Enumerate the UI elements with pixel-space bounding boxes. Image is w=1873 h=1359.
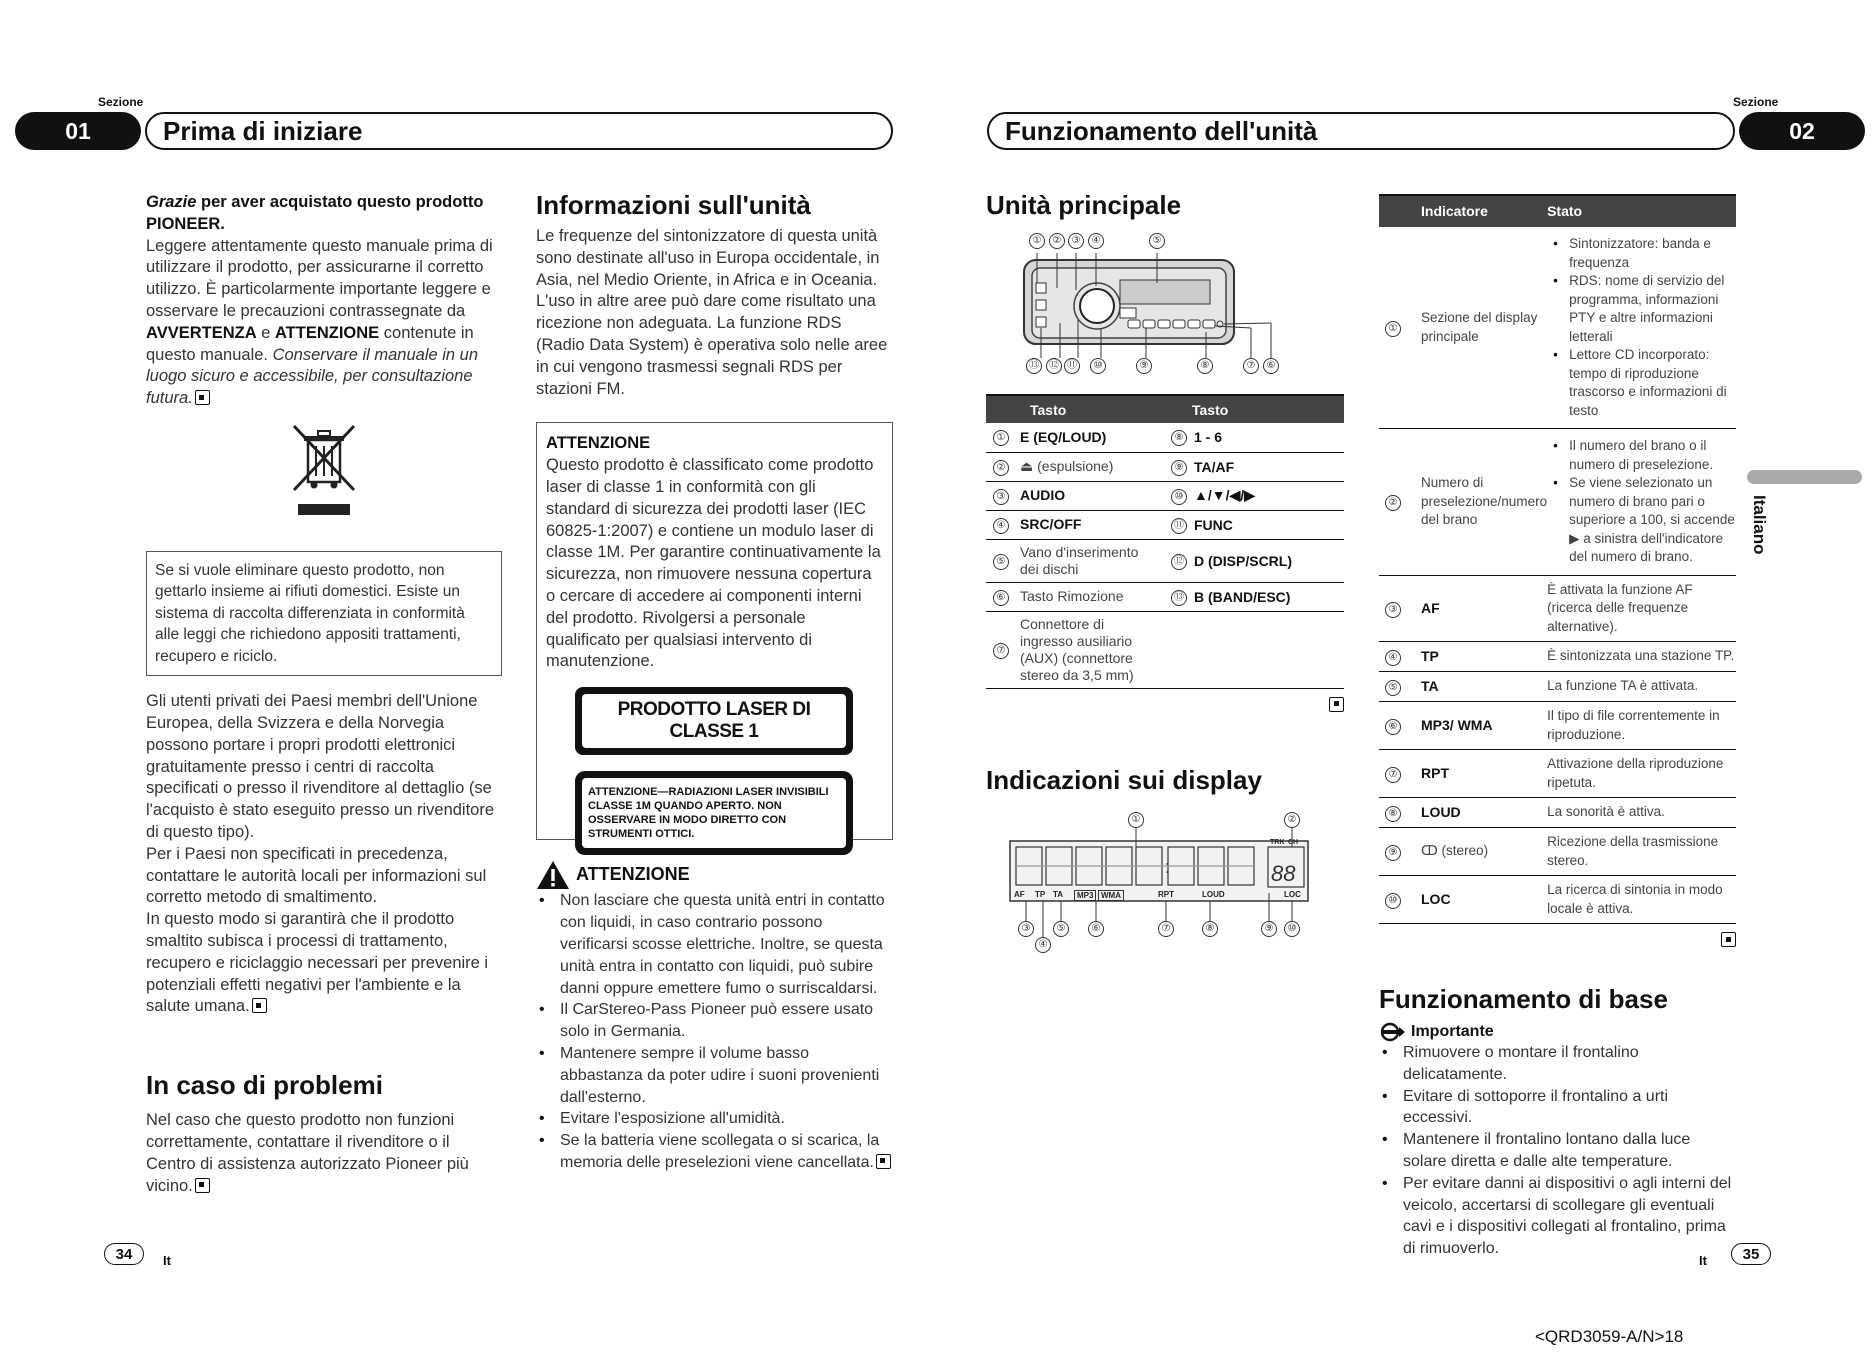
keys-row — [986, 481, 1344, 510]
indicator-callout: ⑧ — [1385, 806, 1401, 822]
eu-paragraph-3: In questo modo si garantirà che il prodotto smaltito subisca i processi di trattamento, recupero e riciclaggio necessari per prevenire i potenziali effetti negativi per l'ambiente e la salute umana. — [146, 910, 489, 1016]
display-label-trk: TRK — [1270, 838, 1285, 846]
laser-class-label — [575, 687, 853, 755]
indicator-row — [1379, 575, 1736, 642]
key-number — [1164, 423, 1194, 452]
indicator-status: Attivazione della riproduzione ripetuta. — [1547, 750, 1736, 798]
problems-title: In caso di problemi — [146, 1070, 383, 1101]
indicator-callout: ② — [1385, 495, 1401, 511]
svg-text::: : — [1165, 856, 1171, 877]
indicator-row — [1379, 828, 1736, 876]
eu-text — [146, 691, 502, 1018]
eu-paragraph-1: Gli utenti privati dei Paesi membri dell'Unione Europea, della Svizzera e della Norvegia possono portare i propri prodotti elettronici gratuitamente presso i centri di raccolta specificati o presso il rivenditore al dettaglio (se l'acquisto è stato eseguito presso un rivenditore di questo tipo). — [146, 692, 495, 842]
key-callout: ③ — [993, 489, 1009, 505]
basic-item: • Per evitare danni ai dispositivi o agli interni del veicolo, accertarsi di scollegare gli eventuali cavi e i dispositivi collegati al frontalino, prima di rimuoverlo. — [1379, 1173, 1736, 1260]
indicator-callout: ⑤ — [1385, 680, 1401, 696]
key-name: Connettore di ingresso ausiliario (AUX) (connettore stereo da 3,5 mm) — [1016, 611, 1164, 688]
key-callout: ⑫ — [1171, 554, 1187, 570]
disposal-box — [146, 551, 502, 677]
keys-header: Tasto — [1164, 395, 1344, 423]
laser-warning-label — [575, 771, 853, 855]
indicator-number-cell — [1379, 227, 1407, 429]
key-number — [1164, 582, 1194, 611]
key-name: ⏏ (espulsione) — [1016, 452, 1164, 481]
indicator-callout: ③ — [1385, 602, 1401, 618]
keys-row — [986, 539, 1344, 582]
callout: ⑪ — [1064, 358, 1080, 374]
keys-header: Tasto — [986, 395, 1164, 423]
key-callout: ⑤ — [993, 554, 1009, 570]
indicator-name: Sezione del display principale — [1407, 227, 1547, 429]
indicator-row — [1379, 642, 1736, 672]
indicator-status-item: • Il numero del brano o il numero di preselezione. — [1547, 437, 1736, 474]
doc-code: <QRD3059-A/N>18 — [1535, 1327, 1684, 1346]
warning-item: • Il CarStereo-Pass Pioneer può essere usato solo in Germania. — [536, 999, 893, 1043]
section-label: Sezione — [98, 95, 144, 109]
side-tab-label: Italiano — [1750, 495, 1769, 555]
callout: ⑥ — [1263, 358, 1279, 374]
basic-item: • Rimuovere o montare il frontalino delicatamente. — [1379, 1042, 1736, 1086]
key-callout: ⑧ — [1171, 430, 1187, 446]
keys-row — [986, 611, 1344, 688]
end-mark-icon — [876, 1154, 891, 1169]
section-number-right: 02 — [1739, 112, 1865, 150]
callout: ⑦ — [1158, 921, 1174, 937]
caution-box — [536, 422, 893, 840]
key-number — [986, 539, 1016, 582]
callout: ⑨ — [1136, 358, 1152, 374]
indicator-status — [1547, 429, 1736, 576]
key-name: Vano d'inserimento dei dischi — [1016, 539, 1164, 582]
key-number — [986, 582, 1016, 611]
section-title: Prima di iniziare — [145, 112, 893, 150]
indicator-name: LOUD — [1407, 798, 1547, 828]
key-callout: ⑨ — [1171, 460, 1187, 476]
key-callout: ⑬ — [1171, 590, 1187, 606]
indicator-column — [1379, 194, 1736, 1260]
end-mark-icon — [195, 1178, 210, 1193]
intro-p1: Leggere attentamente questo manuale prima di utilizzare il prodotto, per assicurarne il corretto utilizzo. È particolarmente importante leggere e osservare le precauzioni contrassegnate da — [146, 236, 493, 320]
key-number — [1164, 452, 1194, 481]
main-unit-title: Unità principale — [986, 190, 1182, 220]
key-number — [986, 481, 1016, 510]
display-label-mp3: MP3 — [1074, 890, 1096, 901]
indicator-status: La ricerca di sintonia in modo locale è attiva. — [1547, 876, 1736, 924]
key-number — [986, 423, 1016, 452]
section-title-right: Funzionamento dell'unità — [987, 112, 1735, 150]
indicator-callout: ⑩ — [1385, 893, 1401, 909]
indicator-number-cell — [1379, 429, 1407, 576]
key-number — [986, 510, 1016, 539]
indicator-name: TA — [1407, 672, 1547, 702]
indicator-number-cell — [1379, 672, 1407, 702]
indicator-header: Stato — [1547, 195, 1736, 227]
intro-column — [146, 192, 502, 1197]
key-callout: ⑪ — [1171, 518, 1187, 534]
keys-table — [986, 394, 1344, 689]
key-name: 1 - 6 — [1194, 423, 1344, 452]
indicator-callout: ⑨ — [1385, 845, 1401, 861]
callout: ⑧ — [1202, 921, 1218, 937]
indicator-number-cell — [1379, 798, 1407, 828]
callout: ⑫ — [1046, 358, 1062, 374]
main-unit-diagram — [986, 228, 1344, 378]
indicator-row — [1379, 876, 1736, 924]
caution-text: Questo prodotto è classificato come prodotto laser di classe 1 in conformità con gli standard di sicurezza dei prodotti laser (IEC 60825-1:2007) e contiene un modulo laser di classe 1M. Per garantire continuativamente la sicurezza, non rimuovere nessuna copertura o cercare di accedere ai componenti interni del prodotto. Rivolgersi a personale qualificato per qualsiasi intervento di manutenzione. — [546, 456, 881, 671]
indicator-status: Ricezione della trasmissione stereo. — [1547, 828, 1736, 876]
callout: ② — [1284, 812, 1300, 828]
indicator-status: La sonorità è attiva. — [1547, 798, 1736, 828]
callout: ⑧ — [1197, 358, 1213, 374]
main-unit-column — [986, 190, 1344, 950]
display-label-rpt: RPT — [1158, 889, 1174, 899]
lang-code-left: It — [163, 1253, 171, 1268]
basic-item: • Evitare di sottoporre il frontalino a urti eccessivi. — [1379, 1086, 1736, 1130]
indicator-status-item: • Lettore CD incorporato: tempo di riproduzione trascorso e informazioni di testo — [1547, 346, 1736, 420]
key-name: ▲/▼/◀/▶ — [1194, 481, 1344, 510]
keys-row — [986, 423, 1344, 452]
warning-triangle-icon — [536, 860, 570, 890]
info-title: Informazioni sull'unità — [536, 190, 811, 220]
display-title: Indicazioni sui display — [986, 764, 1262, 795]
section-number: 01 — [15, 112, 141, 150]
callout: ② — [1049, 233, 1065, 249]
indicator-row — [1379, 227, 1736, 429]
display-label-tp: TP — [1035, 889, 1046, 899]
and-text: e — [256, 323, 275, 342]
key-name: FUNC — [1194, 510, 1344, 539]
display-label-ch: CH — [1288, 838, 1299, 846]
key-number — [986, 611, 1016, 688]
callout: ③ — [1018, 921, 1034, 937]
indicator-table — [1379, 194, 1736, 924]
indicator-name: RPT — [1407, 750, 1547, 798]
brand: PIONEER. — [146, 214, 225, 233]
key-callout: ⑩ — [1171, 489, 1187, 505]
callout: ⑩ — [1284, 921, 1300, 937]
key-callout: ④ — [993, 518, 1009, 534]
callout: ⑨ — [1261, 921, 1277, 937]
lang-code-right: It — [1699, 1253, 1707, 1268]
indicator-row — [1379, 429, 1736, 576]
intro-italic: Conservare il manuale in un luogo sicuro e accessibile, per consultazione futura. — [146, 345, 479, 408]
key-name: SRC/OFF — [1016, 510, 1164, 539]
key-callout: ⑥ — [993, 590, 1009, 606]
intro-p2: contenute in questo manuale. — [146, 323, 474, 364]
avvertenza: AVVERTENZA — [146, 323, 257, 342]
info-text: Le frequenze del sintonizzatore di questa unità sono destinate all'uso in Europa occidentale, in Asia, nel Medio Oriente, in Africa e in Oceania. L'uso in altre aree può dare come risultato una ricezione non adeguata. La funzione RDS (Radio Data System) è operativa solo nelle aree in cui vengono trasmessi segnali RDS per stazioni FM. — [536, 227, 888, 398]
indicator-number-cell — [1379, 828, 1407, 876]
key-number — [986, 452, 1016, 481]
display-label-loc: LOC — [1284, 889, 1301, 899]
key-number — [1164, 539, 1194, 582]
callout: ⑤ — [1053, 921, 1069, 937]
disposal-text: Se si vuole eliminare questo prodotto, non gettarlo insieme ai rifiuti domestici. Esiste un sistema di raccolta differenziata in conformità alle leggi che richiedono appositi trattamenti, recupero e riciclo. — [155, 561, 465, 665]
warning-item: • Se la batteria viene scollegata o si scarica, la memoria delle preselezioni viene cancellata. — [536, 1130, 893, 1174]
key-name: D (DISP/SCRL) — [1194, 539, 1344, 582]
important-icon — [1379, 1022, 1405, 1042]
section-label-right: Sezione — [1733, 95, 1779, 109]
indicator-row — [1379, 702, 1736, 750]
key-callout: ① — [993, 430, 1009, 446]
callout: ④ — [1088, 233, 1104, 249]
display-label-ta: TA — [1053, 889, 1064, 899]
indicator-name: AF — [1407, 575, 1547, 642]
indicator-name: TP — [1407, 642, 1547, 672]
warning-title: ATTENZIONE — [576, 864, 690, 885]
key-name: E (EQ/LOUD) — [1016, 423, 1164, 452]
indicator-callout: ⑦ — [1385, 767, 1401, 783]
warning-list — [536, 890, 893, 1173]
indicator-status — [1547, 227, 1736, 429]
indicator-callout: ④ — [1385, 650, 1401, 666]
callout: ⑥ — [1088, 921, 1104, 937]
indicator-number-cell — [1379, 702, 1407, 750]
important-label: Importante — [1411, 1023, 1494, 1040]
grazie-text: Grazie — [146, 193, 197, 211]
display-label-loud: LOUD — [1202, 889, 1225, 899]
key-name: AUDIO — [1016, 481, 1164, 510]
page-number-right: 35 — [1731, 1243, 1771, 1265]
keys-row — [986, 452, 1344, 481]
warning-item: • Evitare l'esposizione all'umidità. — [536, 1108, 893, 1130]
indicator-row — [1379, 750, 1736, 798]
display-label-wma: WMA — [1098, 890, 1124, 901]
problems-text: Nel caso che questo prodotto non funzioni correttamente, contattare il rivenditore o il Centro di assistenza autorizzato Pioneer più vicino. — [146, 1111, 469, 1195]
key-number — [1164, 481, 1194, 510]
basic-list — [1379, 1042, 1736, 1260]
keys-row — [986, 582, 1344, 611]
indicator-number-cell — [1379, 575, 1407, 642]
indicator-number-cell — [1379, 750, 1407, 798]
important-heading — [1379, 1022, 1736, 1042]
indicator-row — [1379, 672, 1736, 702]
key-number — [1164, 510, 1194, 539]
eu-paragraph-2: Per i Paesi non specificati in precedenza, contattare le autorità locali per informazioni sul corretto metodo di smaltimento. — [146, 844, 487, 907]
callout: ① — [1029, 233, 1045, 249]
indicator-name: Numero di preselezione/numero del brano — [1407, 429, 1547, 576]
end-mark-icon — [1721, 932, 1736, 947]
key-callout: ⑦ — [993, 643, 1009, 659]
indicator-row — [1379, 798, 1736, 828]
svg-text:88: 88 — [1271, 860, 1296, 886]
keys-row — [986, 510, 1344, 539]
caution-title: ATTENZIONE — [546, 434, 651, 453]
warning-item: • Mantenere sempre il volume basso abbastanza da poter udire i suoni provenienti dall'esterno. — [536, 1043, 893, 1108]
laser-warning-text: ATTENZIONE—RADIAZIONI LASER INVISIBILI CLASSE 1M QUANDO APERTO. NON OSSERVARE IN MODO DIRETTO CON STRUMENTI OTTICI. — [582, 778, 846, 848]
indicator-callout: ① — [1385, 321, 1401, 337]
basic-item: • Mantenere il frontalino lontano dalla luce solare diretta e dalle alte temperature. — [1379, 1129, 1736, 1173]
indicator-status: La funzione TA è attivata. — [1547, 672, 1736, 702]
key-number — [1164, 611, 1194, 688]
info-column — [536, 190, 893, 1174]
laser-class-text: PRODOTTO LASER DI CLASSE 1 — [582, 694, 846, 748]
page-number-left: 34 — [104, 1243, 144, 1265]
callout: ③ — [1068, 233, 1084, 249]
intro-rest: per aver acquistato questo prodotto — [196, 193, 484, 211]
indicator-callout: ⑥ — [1385, 719, 1401, 735]
weee-bin-icon — [292, 424, 356, 523]
indicator-status-item: • Sintonizzatore: banda e frequenza — [1547, 235, 1736, 272]
callout: ① — [1128, 812, 1144, 828]
end-mark-icon — [1329, 697, 1344, 712]
key-name — [1194, 611, 1344, 688]
display-diagram — [986, 803, 1344, 950]
end-mark-icon — [252, 998, 267, 1013]
callout: ⑤ — [1149, 233, 1165, 249]
indicator-name: MP3/ WMA — [1407, 702, 1547, 750]
indicator-status: È sintonizzata una stazione TP. — [1547, 642, 1736, 672]
basic-title: Funzionamento di base — [1379, 984, 1668, 1014]
side-tab-bar — [1747, 470, 1862, 484]
key-callout: ② — [993, 460, 1009, 476]
indicator-status: Il tipo di file correntemente in riproduzione. — [1547, 702, 1736, 750]
warning-item: • Non lasciare che questa unità entri in contatto con liquidi, in caso contrario possono verificarsi scosse elettriche. Inoltre, se questa unità entra in contatto con liquidi, può subire danni oppure emettere fumo o surriscaldarsi. — [536, 890, 893, 999]
key-name: TA/AF — [1194, 452, 1344, 481]
indicator-status: È attivata la funzione AF (ricerca delle frequenze alternative). — [1547, 575, 1736, 642]
callout: ④ — [1035, 937, 1051, 953]
callout: ⑬ — [1026, 358, 1042, 374]
indicator-status-item: • RDS: nome di servizio del programma, informazioni PTY e altre informazioni letterali — [1547, 272, 1736, 346]
indicator-name: LOC — [1407, 876, 1547, 924]
indicator-number-cell — [1379, 876, 1407, 924]
callout: ⑩ — [1090, 358, 1106, 374]
indicator-status-item: • Se viene selezionato un numero di brano pari o superiore a 100, si accende ▶ a sinistra dell'indicatore del numero di brano. — [1547, 474, 1736, 567]
warning-heading — [536, 860, 893, 890]
indicator-name: ↀ (stereo) — [1407, 828, 1547, 876]
end-mark-icon — [195, 390, 210, 405]
key-name: B (BAND/ESC) — [1194, 582, 1344, 611]
callout: ⑦ — [1243, 358, 1259, 374]
display-label-af: AF — [1014, 889, 1025, 899]
indicator-number-cell — [1379, 642, 1407, 672]
key-name: Tasto Rimozione — [1016, 582, 1164, 611]
attenzione: ATTENZIONE — [274, 323, 380, 342]
indicator-header: Indicatore — [1407, 195, 1547, 227]
